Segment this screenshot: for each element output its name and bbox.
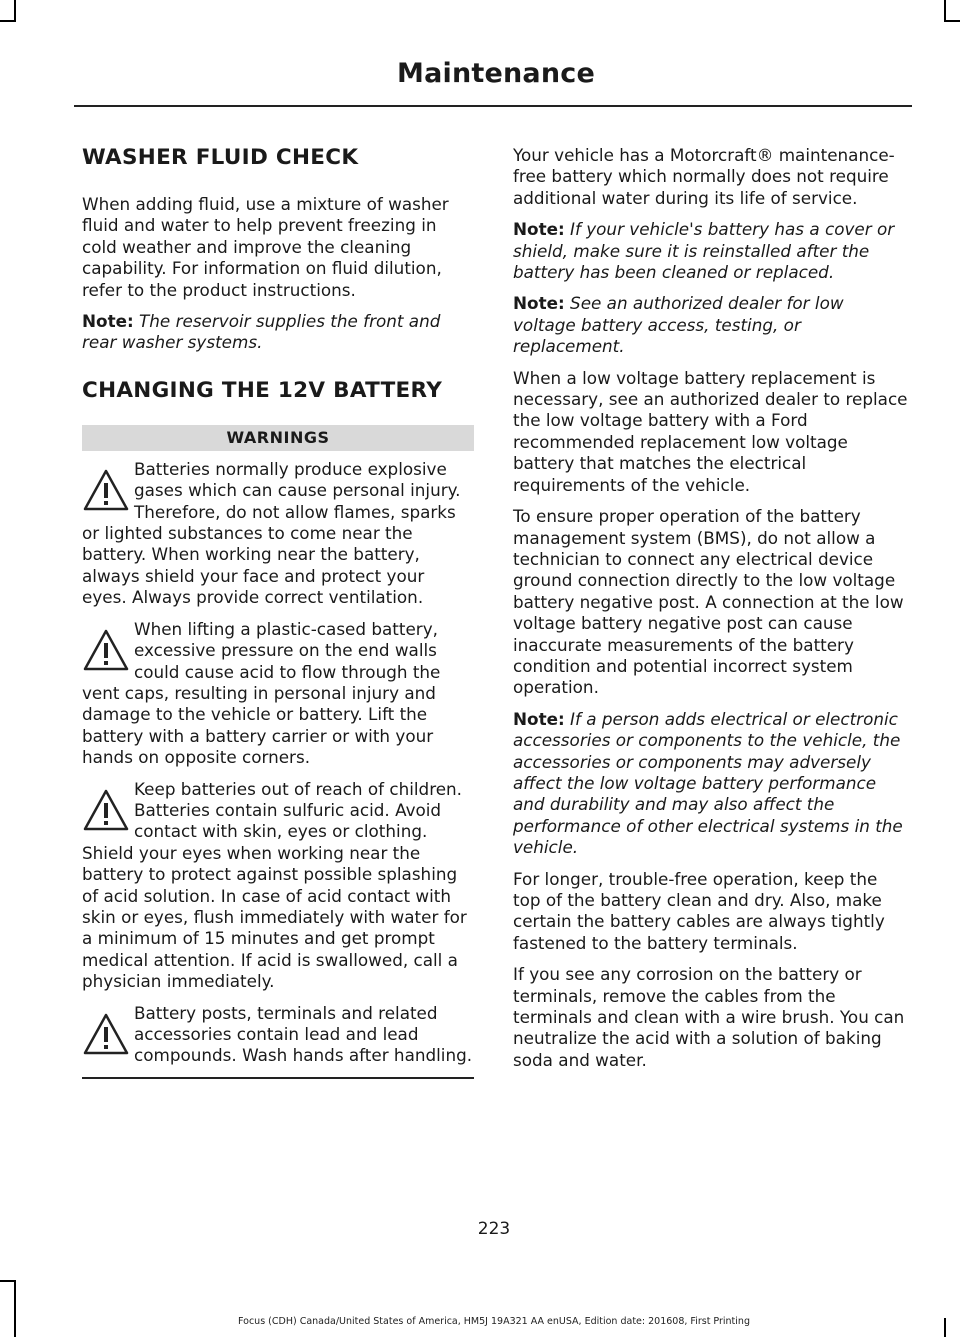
battery-note [513, 709, 908, 859]
right-column [513, 145, 908, 1081]
warning-item [82, 779, 474, 993]
washer-note [82, 311, 474, 354]
warning-text: When lifting a plastic-cased battery, excessive pressure on the end walls could cause acid to flow through the vent caps, resulting in personal injury and damage to the vehicle or battery. Lift the battery with a battery carrier or with your hands on opposite corners. [82, 618, 441, 768]
warning-triangle-icon [82, 467, 130, 513]
warnings-header: WARNINGS [82, 425, 474, 451]
note-label: Note: [513, 708, 565, 729]
battery-paragraph: For longer, trouble-free operation, keep the top of the battery clean and dry. Also, make certain the battery cables are always tightly fastened to the battery terminals. [513, 868, 885, 953]
warning-text: Battery posts, terminals and related accessories contain lead and lead compounds. Wash hands after handling. [134, 1002, 473, 1066]
note-label: Note: [513, 293, 565, 314]
page-number: 223 [477, 1219, 511, 1239]
note-text: See an authorized dealer for low voltage battery access, testing, or replacement. [513, 293, 844, 357]
warning-triangle-icon [82, 1011, 130, 1057]
battery-paragraph: Your vehicle has a Motorcraft® maintenance-free battery which normally does not require additional water during its life of service. [513, 145, 895, 208]
crop-mark [0, 20, 16, 22]
note-text: If a person adds electrical or electronic accessories or components to the vehicle, the accessories or components may adversely affect the low voltage battery performance and durability and may also affect the performance of other electrical systems in the vehicle. [513, 708, 903, 858]
note-label: Note: [513, 219, 565, 240]
battery-note [513, 293, 908, 357]
section-title: Maintenance [397, 58, 595, 89]
battery-paragraph: If you see any corrosion on the battery or terminals, remove the cables from the terminals and clean with a wire brush. You can neutralize the acid with a solution of baking soda and water. [513, 964, 905, 1070]
spacer [82, 364, 474, 378]
header-divider [74, 105, 912, 107]
warning-triangle-icon [82, 627, 130, 673]
crop-mark [944, 0, 946, 20]
page-footer: Focus (CDH) Canada/United States of America, HM5J 19A321 AA enUSA, Edition date: 201608, First Printing [238, 1316, 750, 1327]
warning-item [82, 459, 474, 609]
warnings-end-rule [82, 1077, 474, 1079]
battery-note [513, 219, 908, 283]
warning-triangle-icon [82, 787, 130, 833]
crop-mark [944, 20, 960, 22]
warning-item [82, 619, 474, 769]
battery-paragraph: When a low voltage battery replacement is necessary, see an authorized dealer to replace the low voltage battery with a Ford recommended replacement low voltage battery that matches the electrical requirements of the vehicle. [513, 367, 908, 495]
battery-paragraph: To ensure proper operation of the battery management system (BMS), do not allow a technician to connect any electrical device ground connection directly to the low voltage battery negative post. A connection at the low voltage battery negative post can cause inaccurate measurements of the battery condition and potential incorrect system operation. [513, 506, 904, 698]
warning-text: Batteries normally produce explosive gases which can cause personal injury. Therefore, do not allow flames, sparks or lighted substances to come near the battery. When working near the battery, always shield your face and protect your eyes. Always provide correct ventilation. [82, 458, 461, 608]
crop-mark [0, 1280, 16, 1282]
crop-mark [14, 1280, 16, 1337]
crop-mark [14, 0, 16, 20]
note-text: The reservoir supplies the front and rear washer systems. [82, 311, 441, 353]
warning-text: Keep batteries out of reach of children. Batteries contain sulfuric acid. Avoid contact with skin, eyes or clothing. Shield your eyes when working near the battery to protect against possible splashing of acid solution. In case of acid contact with skin or eyes, flush immediately with water for a minimum of 15 minutes and get prompt medical attention. If acid is swallowed, call a physician immediately. [82, 778, 467, 992]
note-text: If your vehicle's battery has a cover or shield, make sure it is reinstalled after the battery has been cleaned or replaced. [513, 219, 895, 283]
battery-heading: CHANGING THE 12V BATTERY [82, 377, 443, 403]
warning-item [82, 1003, 474, 1067]
left-column [82, 145, 474, 1079]
washer-body: When adding fluid, use a mixture of washer fluid and water to help prevent freezing in cold weather and improve the cleaning capability. For information on fluid dilution, refer to the product instructions. [82, 194, 449, 300]
washer-heading: WASHER FLUID CHECK [82, 145, 359, 170]
note-label: Note: [82, 311, 134, 332]
